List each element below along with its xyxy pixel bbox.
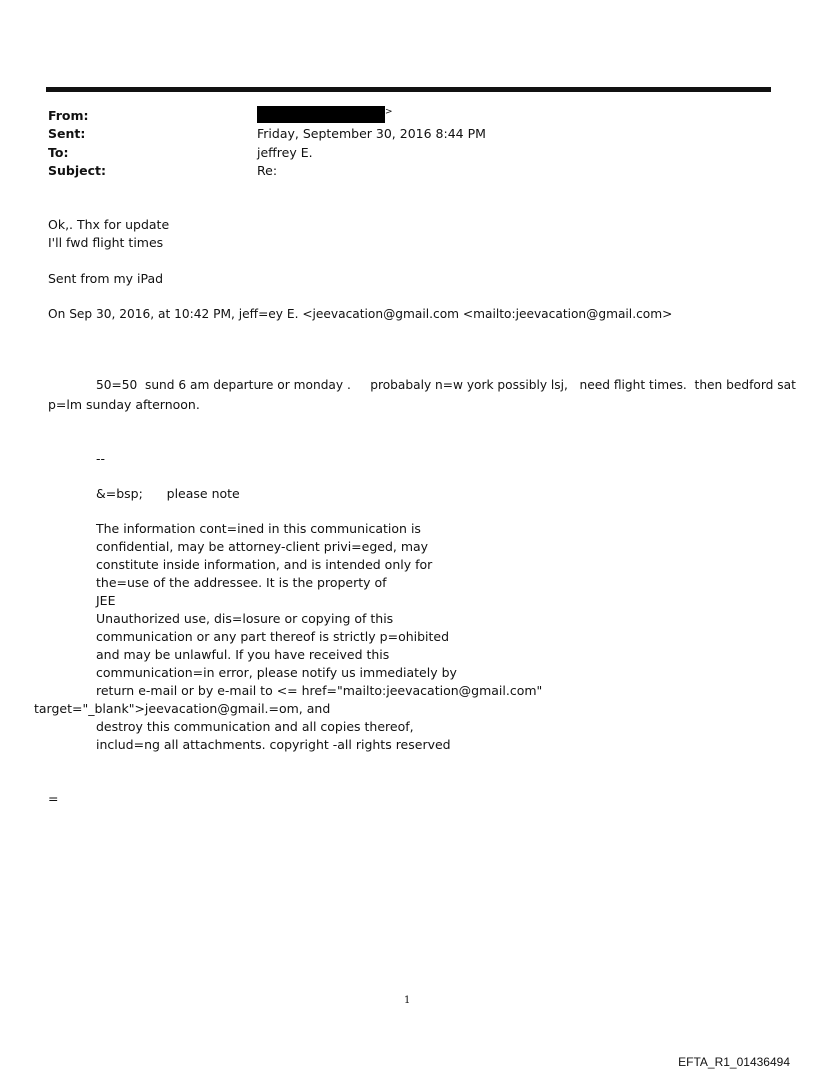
signature-dash: --	[96, 451, 106, 466]
document-id: EFTA_R1_01436494	[678, 1055, 790, 1069]
disclaimer-line: Unauthorized use, dis=losure or copying of this	[96, 611, 394, 626]
disclaimer-line: includ=ng all attachments. copyright -all rights reserved	[96, 737, 451, 752]
disclaimer-line: constitute inside information, and is intended only for	[96, 557, 433, 572]
quoted-line: p=lm sunday afternoon.	[48, 397, 200, 412]
sent-label: Sent:	[48, 126, 86, 141]
disclaimer-line: target="_blank">jeevacation@gmail.=om, and	[34, 701, 331, 716]
to-label: To:	[48, 145, 69, 160]
subject-value: Re:	[257, 163, 278, 178]
sent-value: Friday, September 30, 2016 8:44 PM	[257, 126, 486, 141]
quote-header: On Sep 30, 2016, at 10:42 PM, jeff=ey E. <jeevacation@gmail.com <mailto:jeevacation@gmail.com>	[48, 307, 673, 321]
disclaimer-line: communication=in error, please notify us immediately by	[96, 665, 457, 680]
body-line: Ok,. Thx for update	[48, 217, 170, 232]
trailing-equals: =	[48, 791, 59, 806]
page-number: 1	[404, 995, 411, 1006]
disclaimer-line: return e-mail or by e-mail to <= href="mailto:jeevacation@gmail.com"	[96, 683, 543, 698]
from-label: From:	[48, 108, 89, 123]
disclaimer-line: communication or any part thereof is strictly p=ohibited	[96, 629, 450, 644]
from-value-tail: >	[385, 107, 393, 117]
header-rule	[46, 87, 771, 92]
signature-note: &=bsp; please note	[96, 486, 240, 501]
subject-label: Subject:	[48, 163, 106, 178]
redaction-block	[257, 106, 385, 123]
disclaimer-line: The information cont=ined in this communication is	[96, 521, 421, 536]
disclaimer-line: and may be unlawful. If you have received this	[96, 647, 390, 662]
quoted-line: 50=50 sund 6 am departure or monday . probabaly n=w york possibly lsj, need flight times. then bedford sat	[96, 378, 796, 392]
body-line: I'll fwd flight times	[48, 235, 164, 250]
disclaimer-line: confidential, may be attorney-client privi=eged, may	[96, 539, 429, 554]
disclaimer-line: the=use of the addressee. It is the property of	[96, 575, 387, 590]
to-value: jeffrey E.	[257, 145, 313, 160]
disclaimer-line: destroy this communication and all copies thereof,	[96, 719, 414, 734]
body-line: Sent from my iPad	[48, 271, 164, 286]
disclaimer-line: JEE	[96, 593, 116, 608]
